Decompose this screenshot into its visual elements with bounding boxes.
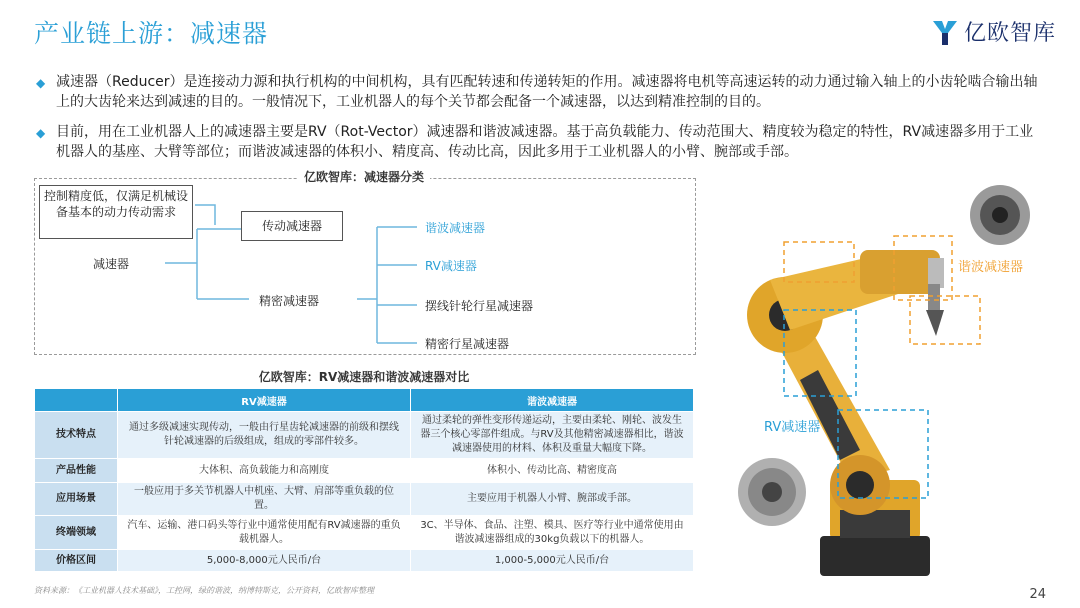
table-cell: 通过多级减速实现传动，一般由行星齿轮减速器的前级和摆线针轮减速器的后级组成，组成的零部件较多。 bbox=[118, 412, 411, 459]
branch-label: 传动减速器 bbox=[261, 219, 322, 233]
diamond-bullet-icon: ◆ bbox=[36, 76, 46, 90]
table-cell: 一般应用于多关节机器人中机座、大臂、肩部等重负载的位置。 bbox=[118, 483, 411, 516]
table-row bbox=[35, 459, 694, 483]
page-title: 产业链上游：减速器 bbox=[34, 19, 269, 48]
table-cell: 5,000-8,000元人民币/台 bbox=[118, 550, 411, 572]
table-row bbox=[35, 412, 694, 459]
table-row bbox=[35, 483, 694, 516]
table-header-cell: 谐波减速器 bbox=[411, 389, 694, 412]
rv-reducer-image bbox=[738, 458, 806, 526]
diagram-branch-transmission bbox=[241, 211, 343, 241]
diagram-leaf-planetary: 精密行星减速器 bbox=[425, 337, 510, 351]
table-cell: 3C、半导体、食品、注塑、模具、医疗等行业中通常使用由谐波减速器组成的30kg负载以下的机器人。 bbox=[411, 516, 694, 550]
harmonic-reducer-image bbox=[970, 185, 1030, 245]
table-header-cell bbox=[35, 389, 118, 412]
diagram-branch-precision: 精密减速器 bbox=[259, 294, 320, 308]
yiou-logo-icon bbox=[930, 17, 960, 47]
row-header: 技术特点 bbox=[35, 412, 118, 459]
logo-text: 亿欧智库 bbox=[963, 21, 1056, 46]
row-header: 价格区间 bbox=[35, 550, 118, 572]
diagram-title-text: 亿欧智库：减速器分类 bbox=[298, 170, 430, 184]
robot-illustration bbox=[700, 180, 1080, 600]
table-row bbox=[35, 516, 694, 550]
diagram-leaf-harmonic: 谐波减速器 bbox=[425, 221, 486, 235]
diagram-title bbox=[34, 168, 694, 185]
table-cell: 通过柔轮的弹性变形传递运动，主要由柔轮、刚轮、波发生器三个核心零部件组成。与RV及其他精密减速器相比，谐波减速器使用的材料、体积及重量大幅度下降。 bbox=[411, 412, 694, 459]
table-header-row bbox=[35, 389, 694, 412]
table-row bbox=[35, 550, 694, 572]
source-note: 资料来源：《工业机器人技术基础》，工控网，绿的谐波，纳博特斯克，公开资料，亿欧智库整理 bbox=[34, 586, 374, 595]
row-header: 终端领域 bbox=[35, 516, 118, 550]
bullet-item bbox=[36, 72, 1046, 112]
row-header: 应用场景 bbox=[35, 483, 118, 516]
table-cell: 大体积、高负载能力和高刚度 bbox=[118, 459, 411, 483]
bullet-text: 减速器（Reducer）是连接动力源和执行机构的中间机构，具有匹配转速和传递转矩的作用。减速器将电机等高速运转的动力通过输入轴上的小齿轮啮合输出轴上的大齿轮来达到减速的目的。一般情况下，工业机器人的每个关节都会配备一个减速器，以达到精准控制的目的。 bbox=[56, 74, 1038, 110]
industrial-robot-arm-icon bbox=[700, 180, 1080, 600]
classification-diagram bbox=[34, 178, 696, 355]
table-cell: 体积小、传动比高、精密度高 bbox=[411, 459, 694, 483]
table-title: 亿欧智库：RV减速器和谐波减速器对比 bbox=[258, 370, 470, 384]
diagram-leaf-cycloid: 摆线针轮行星减速器 bbox=[425, 299, 534, 313]
bullet-list bbox=[36, 72, 1046, 172]
diagram-leaf-rv: RV减速器 bbox=[425, 259, 477, 273]
logo bbox=[930, 16, 1056, 47]
diagram-note-text: 控制精度低，仅满足机械设备基本的动力传动需求 bbox=[43, 189, 188, 219]
table-cell: 主要应用于机器人小臂、腕部或手部。 bbox=[411, 483, 694, 516]
bullet-item bbox=[36, 122, 1046, 162]
table-cell: 1,000-5,000元人民币/台 bbox=[411, 550, 694, 572]
diamond-bullet-icon: ◆ bbox=[36, 126, 46, 140]
diagram-root: 减速器 bbox=[93, 257, 130, 271]
rv-reducer-label: RV减速器 bbox=[764, 420, 821, 435]
harmonic-reducer-label: 谐波减速器 bbox=[958, 260, 1024, 275]
table-cell: 汽车、运输、港口码头等行业中通常使用配有RV减速器的重负载机器人。 bbox=[118, 516, 411, 550]
diagram-note-box bbox=[39, 185, 193, 239]
page-number: 24 bbox=[1029, 587, 1046, 602]
comparison-table bbox=[34, 388, 694, 572]
table-header-cell: RV减速器 bbox=[118, 389, 411, 412]
row-header: 产品性能 bbox=[35, 459, 118, 483]
bullet-text: 目前，用在工业机器人上的减速器主要是RV（Rot-Vector）减速器和谐波减速器。基于高负载能力、传动范围大、精度较为稳定的特性，RV减速器多用于工业机器人的基座、大臂等部位；而谐波减速器的体积小、精度高、传动比高，因此多用于工业机器人的小臂、腕部或手部。 bbox=[56, 124, 1034, 160]
